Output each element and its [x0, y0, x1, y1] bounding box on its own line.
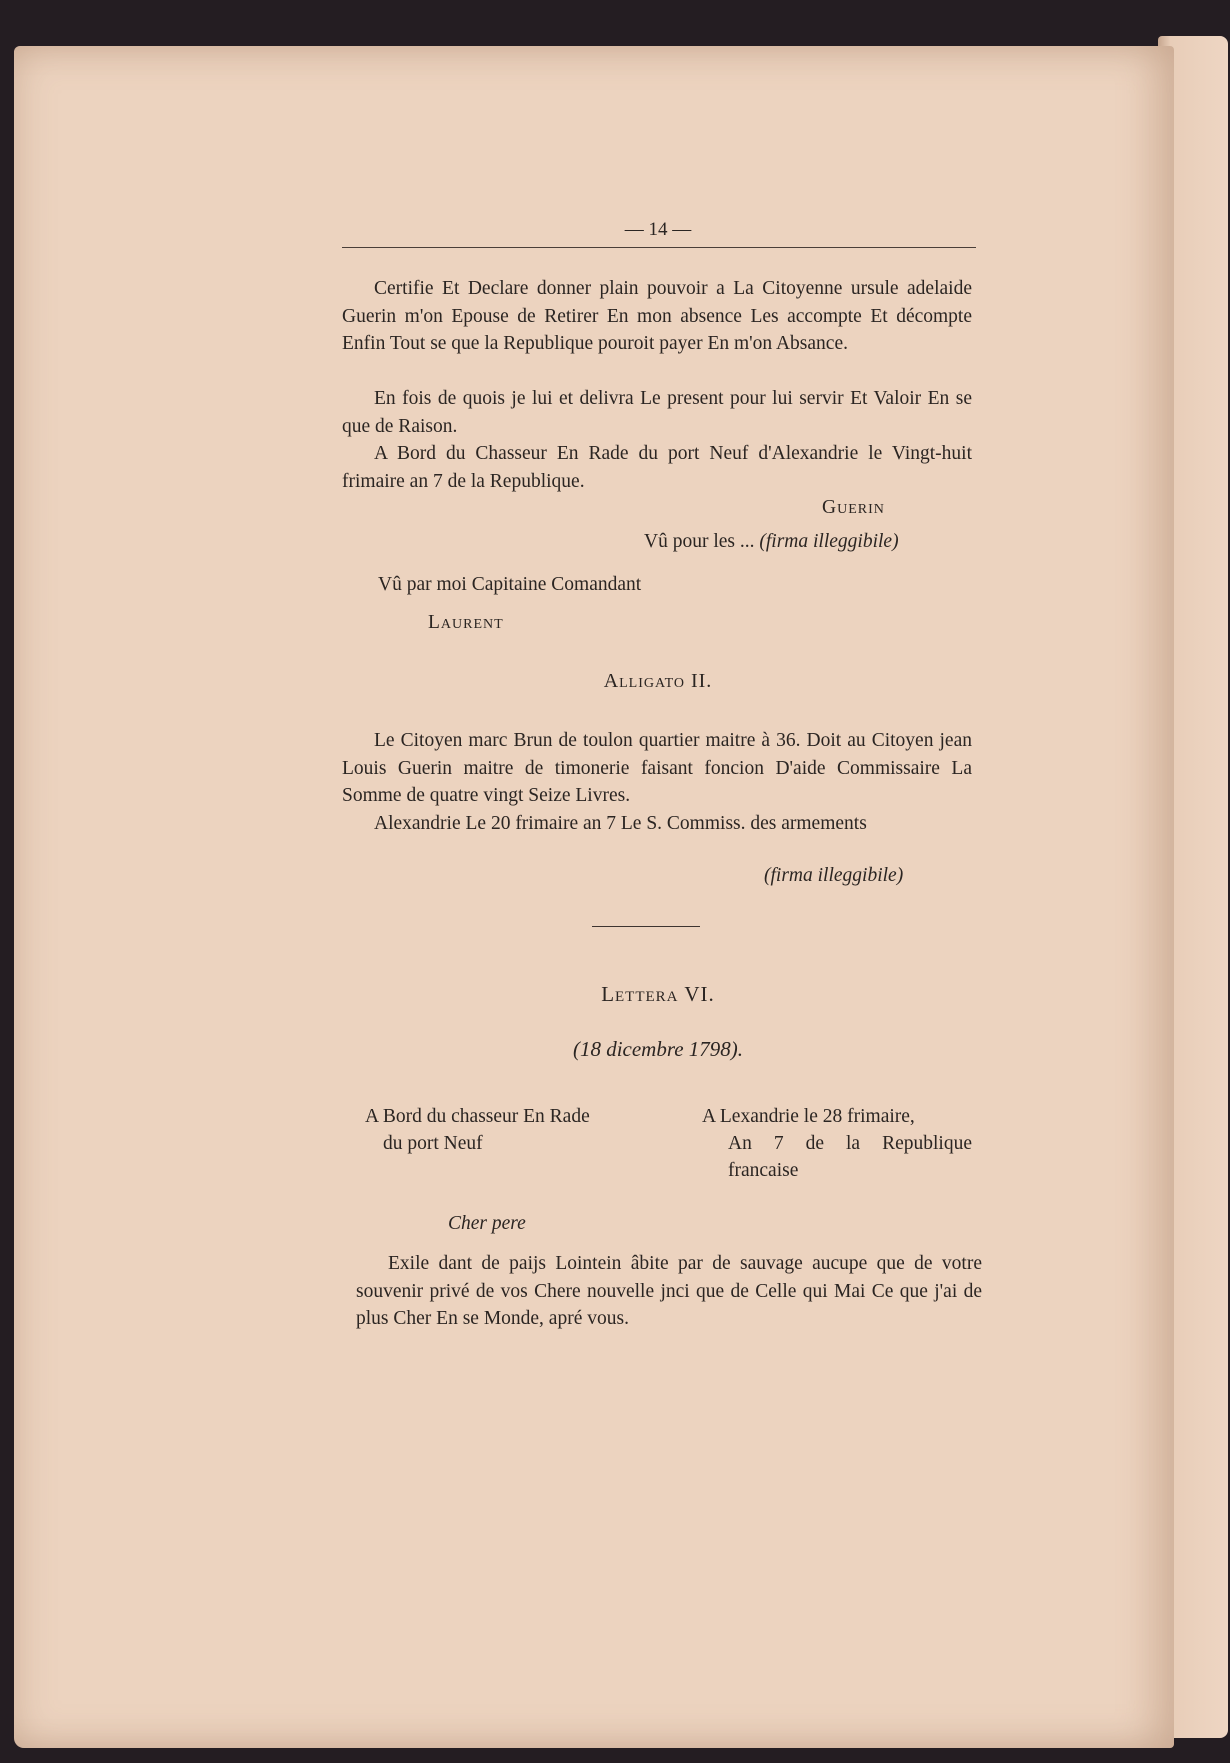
header-rule	[342, 247, 976, 248]
firma-illeggibile-2: (firma illeggibile)	[764, 865, 904, 886]
lettera-heading: Lettera VI.	[601, 982, 715, 1006]
section-divider	[592, 926, 700, 927]
dateline-line-2: An 7 de la Republique	[728, 1133, 972, 1154]
vu-par-line: Vû par moi Capitaine Comandant	[378, 574, 642, 595]
alligato-heading: Alligato II.	[603, 670, 713, 692]
signature-guerin: Guerin	[822, 497, 885, 518]
sender-location-line-1: A Bord du chasseur En Rade	[365, 1106, 590, 1127]
signature-laurent: Laurent	[428, 612, 504, 633]
lettera-date: (18 dicembre 1798).	[572, 1037, 744, 1061]
certificate-paragraph-1: Certifie Et Declare donner plain pouvoir a La Citoyenne ursule adelaide Guerin m'on Epouse de Retirer En mon absence Les accompte Et décompte Enfin Tout se que la Republique pouroit payer En m'on Absance.	[342, 278, 972, 354]
sender-location-line-2: du port Neuf	[383, 1133, 483, 1154]
alligato-paragraph-2: Alexandrie Le 20 frimaire an 7 Le S. Commiss. des armements	[374, 813, 867, 834]
sender-location	[365, 1103, 590, 1157]
page-number: — 14 —	[624, 219, 692, 240]
letter-dateline	[702, 1103, 972, 1184]
certificate-paragraph-3: A Bord du Chasseur En Rade du port Neuf d'Alexandrie le Vingt-huit frimaire an 7 de la Republique.	[342, 443, 972, 492]
vu-pour-text: Vû pour les ...	[644, 531, 755, 552]
salutation: Cher pere	[448, 1213, 526, 1234]
firma-illeggibile-1: (firma illeggibile)	[759, 531, 899, 552]
certificate-paragraph-2: En fois de quois je lui et delivra Le present pour lui servir Et Valoir En se que de Raison.	[342, 388, 972, 437]
letter-body: Exile dant de paijs Lointein âbite par de sauvage aucupe que de votre souvenir privé de vos Chere nouvelle jnci que de Celle qui Mai Ce que j'ai de plus Cher En se Monde, apré vous.	[356, 1253, 982, 1329]
alligato-paragraph-1: Le Citoyen marc Brun de toulon quartier maitre à 36. Doit au Citoyen jean Louis Guerin maitre de timonerie faisant foncion D'aide Commissaire La Somme de quatre vingt Seize Livres.	[342, 730, 972, 806]
dateline-line-3: francaise	[728, 1160, 799, 1181]
dateline-line-1: A Lexandrie le 28 frimaire,	[702, 1106, 915, 1127]
vu-pour-line	[644, 531, 899, 553]
